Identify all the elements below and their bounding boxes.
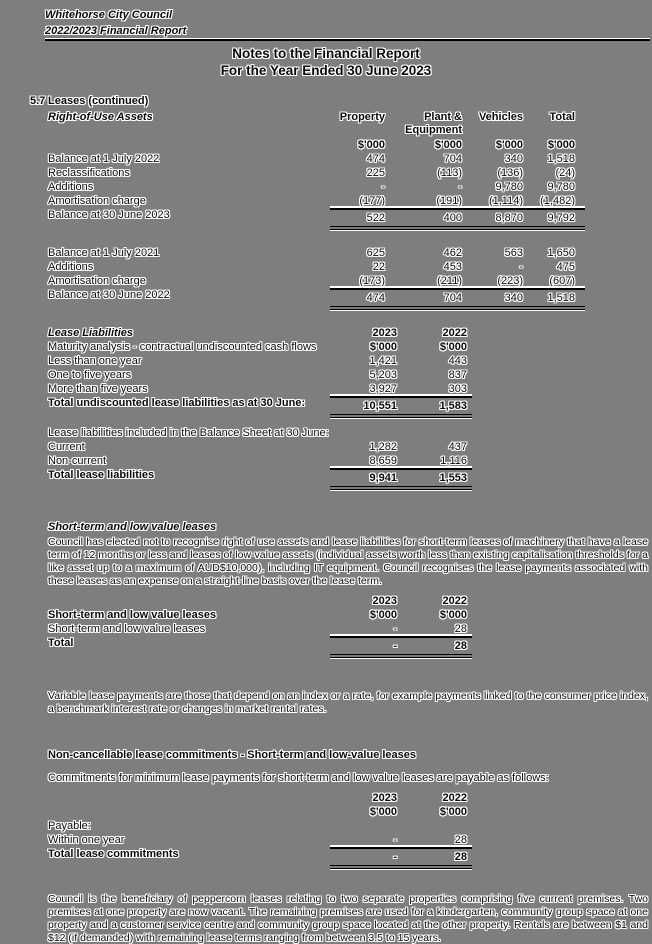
cell: 9,780 — [547, 181, 575, 193]
cell: 5,203 — [369, 369, 397, 381]
unit-cell: $'000 — [434, 139, 462, 151]
cell: 340 — [504, 292, 523, 304]
cell: 28 — [454, 640, 467, 652]
table-row — [0, 194, 585, 208]
cell: 1,518 — [547, 153, 575, 165]
col-header-vehicles: Vehicles — [478, 111, 523, 123]
unit-cell: $'000 — [439, 806, 467, 818]
cell: 837 — [448, 369, 467, 381]
lease-liabilities-heading: Lease Liabilities — [48, 327, 133, 339]
cell: 28 — [454, 834, 467, 846]
cell: (211) — [437, 275, 462, 287]
cell: (607) — [549, 275, 575, 287]
unit-cell: $'000 — [439, 341, 467, 353]
cell: 453 — [443, 261, 462, 273]
row-label: More than five years — [48, 383, 148, 395]
table-row — [0, 440, 472, 454]
cell: - — [519, 261, 523, 273]
section-heading — [0, 95, 652, 107]
unit-cell: $'000 — [357, 139, 385, 151]
cell: 28 — [454, 623, 467, 635]
row-label: Short-term and low value leases — [48, 623, 206, 635]
row-label: Balance at 30 June 2022 — [48, 289, 170, 301]
cell: 28 — [454, 851, 467, 863]
title-line-2: For the Year Ended 30 June 2023 — [220, 63, 432, 78]
unit-cell: $'000 — [547, 139, 575, 151]
row-label: Within one year — [48, 834, 125, 846]
commitments-intro-row — [0, 771, 652, 785]
rou-header-row — [0, 111, 585, 138]
table-row — [0, 368, 472, 382]
table-row — [0, 166, 585, 180]
cell: 462 — [443, 247, 462, 259]
col-header-total: Total — [549, 111, 575, 123]
cell: 437 — [448, 441, 467, 453]
cell: 10,551 — [363, 400, 397, 412]
cell: (113) — [437, 167, 462, 179]
cell: (173) — [359, 275, 385, 287]
variable-lease-paragraph: Variable lease payments are those that depend on an index or a rate, for example payments linked to the consumer price index, a benchmark interest rate or changes in market rental rates. — [48, 690, 648, 715]
unit-cell: $'000 — [369, 341, 397, 353]
cell: (1,114) — [488, 195, 523, 207]
table-total-row — [0, 636, 472, 658]
cell: (177) — [359, 195, 385, 207]
unit-cell: $'000 — [369, 609, 397, 621]
row-label: Reclassifications — [48, 167, 130, 179]
unit-cell: $'000 — [439, 609, 467, 621]
units-row — [0, 805, 472, 819]
row-label: Amortisation charge — [48, 195, 146, 207]
cell: 9,780 — [495, 181, 523, 193]
report-name: 2022/2023 Financial Report — [45, 25, 187, 37]
row-label: Total lease liabilities — [48, 469, 155, 481]
short-term-heading-row — [0, 520, 652, 534]
row-label: Total — [48, 637, 74, 649]
year-header-2022: 2022 — [442, 327, 467, 339]
col-header-property: Property — [339, 111, 385, 123]
table-total-row — [0, 288, 585, 310]
table-row — [0, 152, 585, 166]
table-row — [0, 274, 585, 288]
short-term-section — [0, 520, 652, 658]
cell: 474 — [366, 153, 385, 165]
cell: 1,116 — [440, 455, 467, 467]
cell: 8,659 — [369, 455, 397, 467]
year-header-2022: 2022 — [442, 595, 467, 607]
lease-liabilities-table — [0, 326, 652, 490]
balance-sheet-label-row — [0, 426, 472, 440]
cell: 22 — [372, 261, 385, 273]
cell: - — [393, 851, 397, 863]
table-row — [0, 354, 472, 368]
section-number: 5.7 — [30, 95, 46, 107]
maturity-units-row — [0, 340, 472, 354]
balance-sheet-label: Lease liabilities included in the Balance Sheet at 30 June: — [48, 427, 329, 439]
title-line-1: Notes to the Financial Report — [232, 46, 420, 61]
row-label: Amortisation charge — [48, 275, 146, 287]
cell: 704 — [443, 153, 462, 165]
cell: 563 — [504, 247, 523, 259]
cell: - — [381, 181, 385, 193]
payable-row — [0, 819, 472, 833]
table-row — [0, 622, 472, 636]
non-cancellable-section — [0, 748, 652, 869]
rou-units-row — [0, 138, 585, 152]
cell: 474 — [366, 292, 385, 304]
unit-cell: $'000 — [369, 806, 397, 818]
cell: (223) — [497, 275, 523, 287]
non-cancellable-heading-row — [0, 748, 652, 762]
col-header-plant-equipment — [385, 111, 462, 137]
short-term-units-row — [0, 608, 472, 622]
table-row — [0, 260, 585, 274]
organisation-name: Whitehorse City Council — [45, 9, 173, 21]
document-header — [0, 0, 652, 38]
table-row — [0, 180, 585, 194]
section-title: Leases (continued) — [48, 95, 149, 107]
cell: 303 — [448, 383, 467, 395]
year-header-2022: 2022 — [442, 792, 467, 804]
cell: 1,518 — [547, 292, 575, 304]
cell: 225 — [366, 167, 385, 179]
row-label: Less than one year — [48, 355, 142, 367]
cell: 625 — [366, 247, 385, 259]
row-label: Total undiscounted lease liabilities as at 30 June: — [48, 397, 306, 409]
right-of-use-assets-table — [0, 111, 652, 310]
lease-liabilities-header-row — [0, 326, 472, 340]
cell: 443 — [448, 355, 467, 367]
year-header-2023: 2023 — [372, 792, 397, 804]
cell: - — [458, 181, 462, 193]
short-term-paragraph: Council has elected not to recognise right of use assets and lease liabilities for short-term leases of machinery that have a lease term of 12 months or less and leases of low-value assets (individual assets worth less than existing capitalisation thresholds for a like asset up to a maximum of AUD$10,000), including IT equipment. Council recognises the lease payments associated with these leases as an expense on a straight-line basis over the lease term. — [48, 536, 648, 587]
commitments-intro: Commitments for minimum lease payments for short-term and low value leases are payable as follows: — [48, 772, 549, 784]
cell: 3,927 — [369, 383, 397, 395]
years-row — [0, 594, 472, 608]
year-header-2023: 2023 — [372, 595, 397, 607]
year-header-2023: 2023 — [372, 327, 397, 339]
rou-heading: Right-of-Use Assets — [48, 111, 153, 123]
cell: 1,650 — [547, 247, 575, 259]
non-cancellable-heading: Non-cancellable lease commitments - Short-term and low-value leases — [48, 749, 417, 761]
row-label: Total lease commitments — [48, 848, 179, 860]
years-row — [0, 791, 472, 805]
cell: (191) — [436, 195, 462, 207]
table-total-row — [0, 468, 472, 490]
table-total-row — [0, 847, 472, 869]
row-label: Additions — [48, 181, 94, 193]
row-label: Current — [48, 441, 85, 453]
peppercorn-paragraph: Council is the beneficiary of peppercorn leases relating to two separate properties comprising five current premises. Two premises at one property are now vacant. The remaining premises are used for a kindergarten, community group space at one property and a customer service centre and community group space located at the other property. Rentals are between $1 and $12 (if demanded) with remaining lease terms ranging from between 3.5 to 15 years. — [48, 893, 648, 944]
col-header-plant: Plant & — [424, 111, 462, 123]
row-label: Balance at 1 July 2022 — [48, 153, 160, 165]
cell: 522 — [366, 212, 385, 224]
unit-cell: $'000 — [495, 139, 523, 151]
row-label: Additions — [48, 261, 94, 273]
cell: (1,482) — [540, 195, 575, 207]
cell: (136) — [497, 167, 523, 179]
cell: 9,941 — [369, 472, 397, 484]
cell: 704 — [443, 292, 462, 304]
maturity-label: Maturity analysis - contractual undiscounted cash flows — [48, 341, 317, 353]
cell: 9,792 — [547, 212, 575, 224]
short-term-table-label: Short-term and low value leases — [48, 609, 217, 621]
cell: 8,870 — [495, 212, 523, 224]
cell: 475 — [556, 261, 575, 273]
row-label: Balance at 1 July 2021 — [48, 247, 160, 259]
table-total-row — [0, 208, 585, 230]
rou-column-headers — [330, 111, 585, 137]
cell: 1,583 — [439, 400, 467, 412]
cell: 1,282 — [369, 441, 397, 453]
table-row — [0, 454, 472, 468]
cell: 1,553 — [439, 472, 467, 484]
cell: 340 — [504, 153, 523, 165]
table-row — [0, 382, 472, 396]
document-title — [0, 45, 652, 79]
col-header-equipment: Equipment — [405, 124, 462, 136]
row-label: Balance at 30 June 2023 — [48, 209, 170, 221]
cell: - — [393, 640, 397, 652]
table-total-row — [0, 396, 472, 418]
cell: - — [393, 623, 397, 635]
row-label: One to five years — [48, 369, 132, 381]
cell: 1,421 — [369, 355, 397, 367]
short-term-heading: Short-term and low value leases — [48, 521, 217, 533]
header-rule — [45, 39, 650, 41]
table-row — [0, 246, 585, 260]
table-row — [0, 833, 472, 847]
cell: - — [393, 834, 397, 846]
row-label: Non-current — [48, 455, 107, 467]
cell: (24) — [555, 167, 575, 179]
cell: 400 — [443, 212, 462, 224]
payable-label: Payable: — [48, 820, 91, 832]
